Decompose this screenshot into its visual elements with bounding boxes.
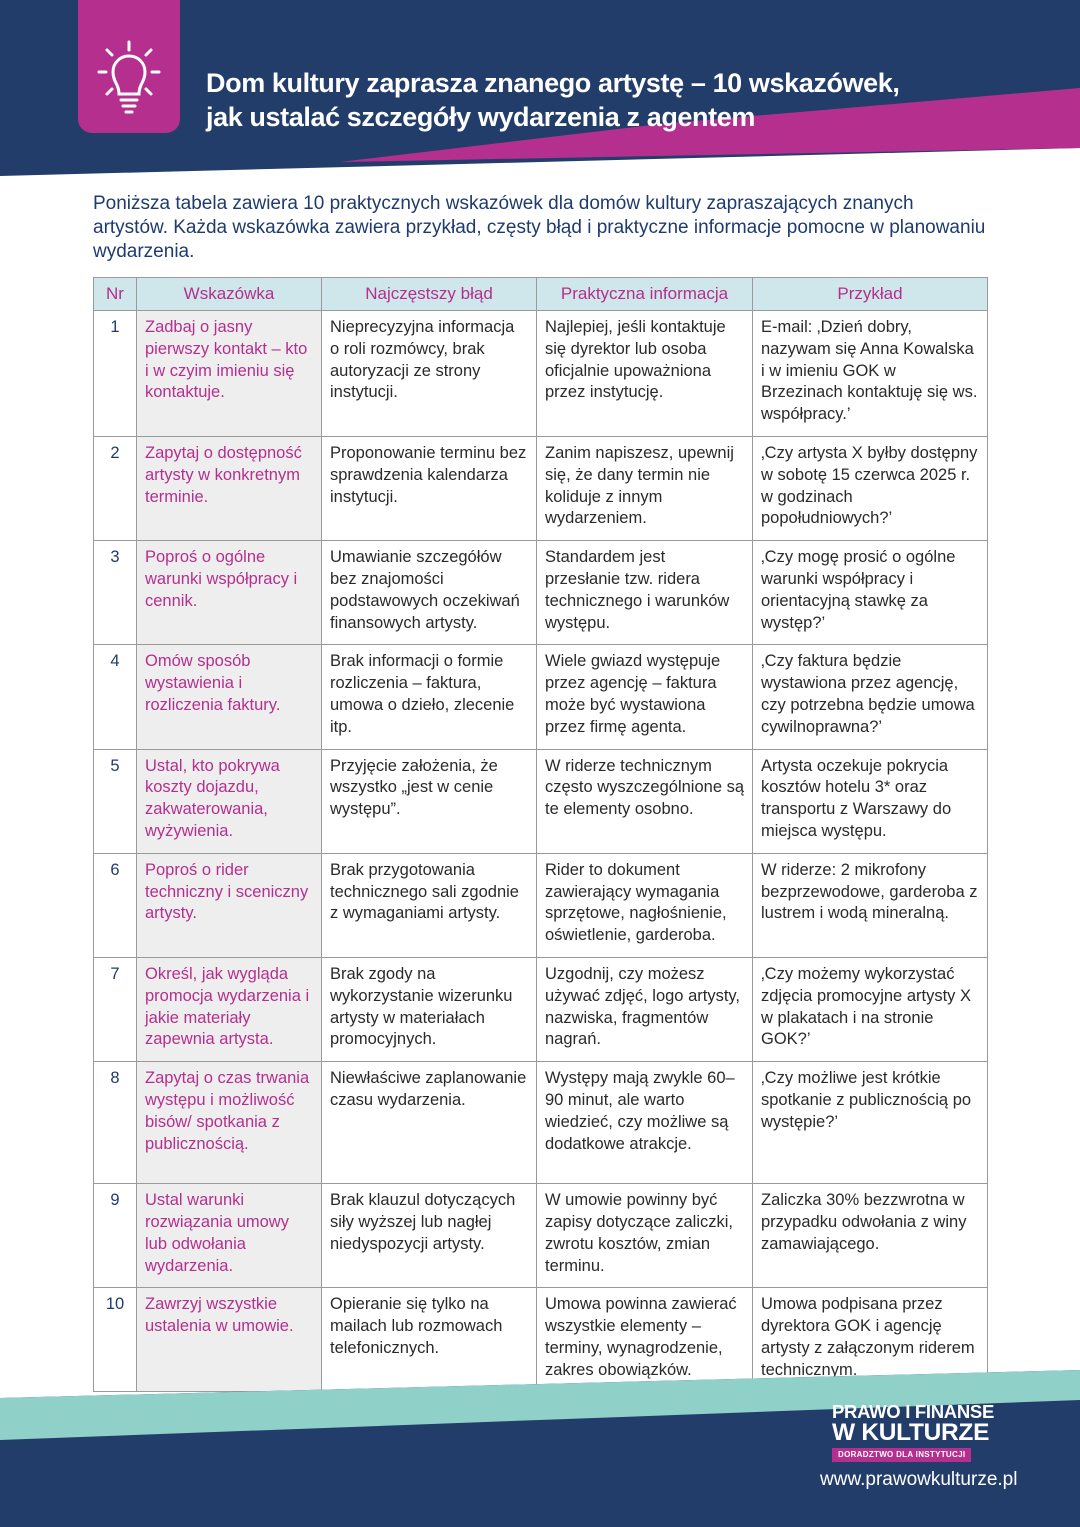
tip-cell: Ustal warunki rozwiązania umowy lub odwołania wydarzenia. xyxy=(137,1184,322,1288)
example-cell: ‚Czy mogę prosić o ogólne warunki współpracy i orientacyjną stawkę za występ?’ xyxy=(753,541,988,645)
column-header-info: Praktyczna informacja xyxy=(537,278,753,311)
example-cell: Artysta oczekuje pokrycia kosztów hotelu 3* oraz transportu z Warszawy do miejsca występu. xyxy=(753,749,988,853)
column-header-example: Przykład xyxy=(753,278,988,311)
tip-cell: Omów sposób wystawienia i rozliczenia faktury. xyxy=(137,645,322,749)
row-number: 3 xyxy=(94,541,137,645)
table-row xyxy=(94,541,988,645)
error-cell: Nieprecyzyjna informacja o roli rozmówcy, brak autoryzacji ze strony instytucji. xyxy=(322,311,537,437)
tip-cell: Poproś o rider techniczny i sceniczny artysty. xyxy=(137,853,322,957)
error-cell: Niewłaściwe zaplanowanie czasu wydarzenia. xyxy=(322,1062,537,1184)
row-number: 2 xyxy=(94,436,137,540)
brand-logo xyxy=(832,1403,994,1462)
tip-icon-badge xyxy=(78,0,180,133)
info-cell: Zanim napiszesz, upewnij się, że dany termin nie koliduje z innym wydarzeniem. xyxy=(537,436,753,540)
info-cell: Wiele gwiazd występuje przez agencję – faktura może być wystawiona przez firmę agenta. xyxy=(537,645,753,749)
info-cell: W riderze technicznym często wyszczególnione są te elementy osobno. xyxy=(537,749,753,853)
table-row xyxy=(94,645,988,749)
tip-cell: Zapytaj o dostępność artysty w konkretnym terminie. xyxy=(137,436,322,540)
example-cell: ‚Czy artysta X byłby dostępny w sobotę 15 czerwca 2025 r. w godzinach popołudniowych?’ xyxy=(753,436,988,540)
website-link[interactable]: www.prawowkulturze.pl xyxy=(820,1469,1018,1490)
error-cell: Umawianie szczegółów bez znajomości podstawowych oczekiwań finansowych artysty. xyxy=(322,541,537,645)
column-header-error: Najczęstszy błąd xyxy=(322,278,537,311)
error-cell: Opieranie się tylko na mailach lub rozmowach telefonicznych. xyxy=(322,1288,537,1392)
info-cell: Występy mają zwykle 60–90 minut, ale warto wiedzieć, czy możliwe są dodatkowe atrakcje. xyxy=(537,1062,753,1184)
brand-logo-line-1: PRAWO I FINANSE xyxy=(832,1401,995,1422)
table-header-row xyxy=(94,278,988,311)
page-title-line-2: jak ustalać szczegóły wydarzenia z agentem xyxy=(206,102,755,132)
tip-cell: Zadbaj o jasny pierwszy kontakt – kto i w czyim imieniu się kontaktuje. xyxy=(137,311,322,437)
row-number: 8 xyxy=(94,1062,137,1184)
info-cell: W umowie powinny być zapisy dotyczące zaliczki, zwrotu kosztów, zmian terminu. xyxy=(537,1184,753,1288)
example-cell: ‚Czy możliwe jest krótkie spotkanie z publicznością po występie?’ xyxy=(753,1062,988,1184)
column-header-nr: Nr xyxy=(94,278,137,311)
table-row xyxy=(94,957,988,1061)
brand-logo-line-2: W KULTURZE xyxy=(832,1418,990,1446)
table-row xyxy=(94,311,988,437)
row-number: 5 xyxy=(94,749,137,853)
error-cell: Brak klauzul dotyczących siły wyższej lub nagłej niedyspozycji artysty. xyxy=(322,1184,537,1288)
table-row xyxy=(94,749,988,853)
row-number: 10 xyxy=(94,1288,137,1392)
table-row xyxy=(94,1062,988,1184)
tip-cell: Poproś o ogólne warunki współpracy i cennik. xyxy=(137,541,322,645)
tip-cell: Zapytaj o czas trwania występu i możliwość bisów/ spotkania z publicznością. xyxy=(137,1062,322,1184)
example-cell: Umowa podpisana przez dyrektora GOK i agencję artysty z załączonym riderem technicznym. xyxy=(753,1288,988,1392)
error-cell: Przyjęcie założenia, że wszystko „jest w cenie występu”. xyxy=(322,749,537,853)
tips-table xyxy=(93,277,988,1392)
brand-tagline: DORADZTWO DLA INSTYTUCJI xyxy=(832,1448,971,1462)
tip-cell: Ustal, kto pokrywa koszty dojazdu, zakwaterowania, wyżywienia. xyxy=(137,749,322,853)
table-row xyxy=(94,853,988,957)
row-number: 1 xyxy=(94,311,137,437)
page-title xyxy=(206,66,1026,134)
error-cell: Brak zgody na wykorzystanie wizerunku artysty w materiałach promocyjnych. xyxy=(322,957,537,1061)
lightbulb-icon xyxy=(97,40,161,120)
row-number: 4 xyxy=(94,645,137,749)
row-number: 7 xyxy=(94,957,137,1061)
example-cell: Zaliczka 30% bezzwrotna w przypadku odwołania z winy zamawiającego. xyxy=(753,1184,988,1288)
example-cell: E-mail: ‚Dzień dobry, nazywam się Anna Kowalska i w imieniu GOK w Brzezinach kontaktuję się ws. współpracy.’ xyxy=(753,311,988,437)
tip-cell: Zawrzyj wszystkie ustalenia w umowie. xyxy=(137,1288,322,1392)
info-cell: Uzgodnij, czy możesz używać zdjęć, logo artysty, nazwiska, fragmentów nagrań. xyxy=(537,957,753,1061)
info-cell: Rider to dokument zawierający wymagania sprzętowe, nagłośnienie, oświetlenie, garderoba. xyxy=(537,853,753,957)
page-title-line-1: Dom kultury zaprasza znanego artystę – 10 wskazówek, xyxy=(206,68,900,98)
intro-paragraph: Poniższa tabela zawiera 10 praktycznych wskazówek dla domów kultury zapraszających znanych artystów. Każda wskazówka zawiera przykład, częsty błąd i praktyczne informacje pomocne w planowaniu wydarzenia. xyxy=(93,193,986,262)
example-cell: W riderze: 2 mikrofony bezprzewodowe, garderoba z lustrem i wodą mineralną. xyxy=(753,853,988,957)
tip-cell: Określ, jak wygląda promocja wydarzenia i jakie materiały zapewnia artysta. xyxy=(137,957,322,1061)
error-cell: Brak przygotowania technicznego sali zgodnie z wymaganiami artysty. xyxy=(322,853,537,957)
row-number: 9 xyxy=(94,1184,137,1288)
info-cell: Standardem jest przesłanie tzw. ridera technicznego i warunków występu. xyxy=(537,541,753,645)
row-number: 6 xyxy=(94,853,137,957)
table-row xyxy=(94,1184,988,1288)
info-cell: Umowa powinna zawierać wszystkie elementy – terminy, wynagrodzenie, zakres obowiązków. xyxy=(537,1288,753,1392)
example-cell: ‚Czy możemy wykorzystać zdjęcia promocyjne artysty X w plakatach i na stronie GOK?’ xyxy=(753,957,988,1061)
info-cell: Najlepiej, jeśli kontaktuje się dyrektor lub osoba oficjalnie upoważniona przez instytucję. xyxy=(537,311,753,437)
example-cell: ‚Czy faktura będzie wystawiona przez agencję, czy potrzebna będzie umowa cywilnoprawna?’ xyxy=(753,645,988,749)
error-cell: Proponowanie terminu bez sprawdzenia kalendarza instytucji. xyxy=(322,436,537,540)
error-cell: Brak informacji o formie rozliczenia – faktura, umowa o dzieło, zlecenie itp. xyxy=(322,645,537,749)
table-row xyxy=(94,436,988,540)
column-header-tip: Wskazówka xyxy=(137,278,322,311)
